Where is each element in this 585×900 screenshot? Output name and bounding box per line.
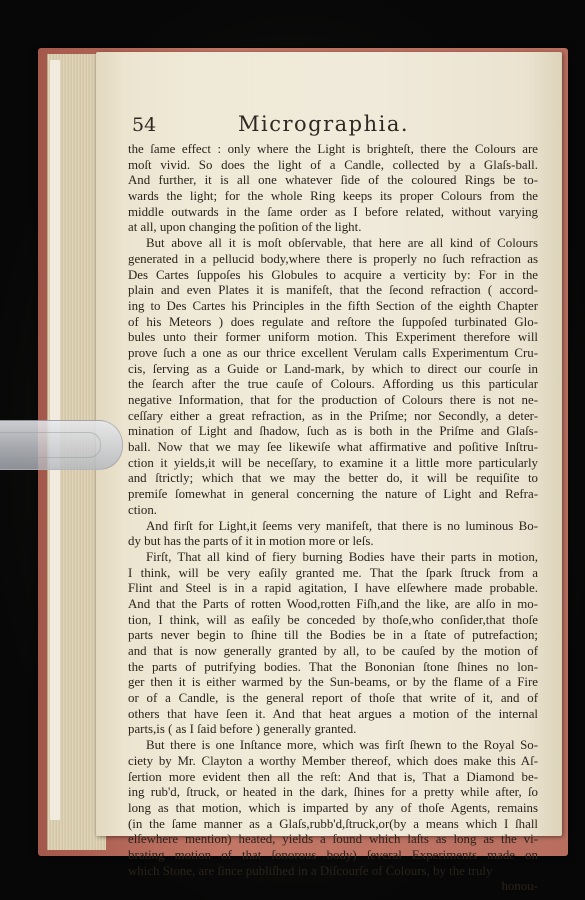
text-line: I think, will be very eaſily granted me. That the ſpark ſtruck from a xyxy=(128,565,538,580)
text-line: And firſt for Light,it ſeems very manifeſt, that there is no luminous Bo- xyxy=(146,518,538,533)
text-line: dy but has the parts of it in motion more or leſs. xyxy=(128,534,374,549)
text-line: Des Cartes ſuppoſes his Globules to acquire a verticity by: For in the xyxy=(128,267,538,282)
text-line: generated in a pellucid body,where there is properly no ſuch refraction as xyxy=(128,251,538,266)
text-line: which Stone, are ſince publiſhed in a Diſcourſe of Colours, by the truly xyxy=(128,863,493,878)
text-line: cis, ſerving as a Guide or Land-mark, by which to direct our courſe in xyxy=(128,361,538,376)
text-line: But above all it is moſt obſervable, that here are all kind of Colours xyxy=(146,236,538,251)
paper-clip-wire xyxy=(0,432,101,458)
text-line: And further, it is all one whatever ſide of the coloured Rings be to- xyxy=(128,173,538,188)
text-line: Flint and Steel is in a rapid agitation, I have elſewhere made probable. xyxy=(128,581,538,596)
body-text xyxy=(128,142,538,879)
text-line: ciety by Mr. Clayton a worthy Member thereof, which does make this Aſ- xyxy=(128,753,538,768)
text-line: long as that motion, which is imparted by any of thoſe Agents, remains xyxy=(128,800,538,815)
running-title: Micrographia. xyxy=(238,112,410,136)
text-line: prove ſuch a one as our thrice excellent Verulam calls Experimentum Cru- xyxy=(128,345,538,360)
catchword: honou- xyxy=(501,879,538,894)
text-line: wards the light; for the whole Ring keeps its proper Colours from the xyxy=(128,189,538,204)
text-line: elſewhere mention) heated, yields a ſound which laſts as long as the vi- xyxy=(128,832,538,847)
text-line: ger then it is either warmed by the Sun-beams, or by the flame of a Fire xyxy=(128,675,538,690)
page-header xyxy=(128,112,538,142)
paragraph xyxy=(128,142,538,236)
text-line: the ſame effect : only where the Light is brighteſt, there the Colours are xyxy=(128,142,538,156)
text-line: plain and even Plates it is manifeſt, that the ſecond refraction ( accord- xyxy=(128,283,538,298)
paragraph xyxy=(128,236,538,518)
text-line: negative Information, that for the production of Colours there is not ne- xyxy=(128,393,538,407)
paragraph xyxy=(128,519,538,550)
text-line: ing to Des Cartes his Principles in the fifth Section of the eighth Chapter xyxy=(128,298,538,313)
text-line: the ſearch after the true cauſe of Colours. Affording us this particular xyxy=(128,377,538,392)
text-line: But there is one Inſtance more, which was firſt ſhewn to the Royal So- xyxy=(146,738,538,753)
text-line: moſt vivid. So does the light of a Candle, collected by a Glaſs-ball. xyxy=(128,157,538,172)
text-line: and ſtrictly; which that we may the better do, it will be requiſite to xyxy=(128,471,538,486)
text-line: parts,is ( as I ſaid before ) generally granted. xyxy=(128,722,357,737)
text-line: the parts of putrifying bodies. That the Bononian ſtone ſhines no lon- xyxy=(128,659,538,674)
text-line: ction. xyxy=(128,502,157,517)
text-line: or of a Candle, is the general report of thoſe that write of it, and of xyxy=(128,691,538,706)
text-line: others that have ſeen it. And that heat argues a motion of the internal xyxy=(128,706,538,721)
text-line: ing rub'd, ſtruck, or heated in the dark, ſhines for a pretty while after, ſo xyxy=(128,785,538,800)
paragraph xyxy=(128,738,538,879)
text-line: of his Meteors ) does regulate and reſtore the ſuppoſed turbinated Glo- xyxy=(128,314,538,329)
page-text-block xyxy=(128,112,538,895)
text-line: Firſt, That all kind of fiery burning Bodies have their parts in motion, xyxy=(146,549,538,564)
text-line: bules unto their former uniform motion. This Experiment therefore will xyxy=(128,330,538,345)
text-line: tion, I think, will as eaſily be conceded by thoſe,who conſider,that thoſe xyxy=(128,612,538,627)
text-line: middle outwards in the ſame order as I before related, without varying xyxy=(128,204,538,219)
text-line: ſertion more evident then all the reſt: And that is, That a Diamond be- xyxy=(128,769,538,784)
text-line: mination of Light and ſhadow, ſuch as is both in the Priſme and Glaſs- xyxy=(128,424,538,439)
text-line: ction it yields,it will be neceſſary, to examine it a little more particularly xyxy=(128,455,538,470)
text-line: parts never begin to ſhine till the Bodies be in a ſtate of putrefaction; xyxy=(128,628,538,643)
text-line: and that is now generally granted by all, to be cauſed by the motion of xyxy=(128,644,538,658)
text-line: brating motion of that ſonorous body) ſeveral Experiments made on xyxy=(128,847,538,862)
paragraph xyxy=(128,550,538,738)
text-line: And that the Parts of rotten Wood,rotten Fiſh,and the like, are alſo in mo- xyxy=(128,596,538,611)
text-line: premiſe ſomewhat in general concerning the nature of Light and Refra- xyxy=(128,487,538,502)
text-line: ceſſary either a great refraction, as in the Priſme; nor Secondly, a deter- xyxy=(128,408,538,423)
text-line: ball. Now that we may ſee likewiſe what affirmative and poſitive Inſtru- xyxy=(128,440,538,455)
text-line: (in the ſame manner as a Glaſs,rubb'd,ſtruck,or(by a means which I ſhall xyxy=(128,816,538,831)
text-line: at all, upon changing the poſition of the light. xyxy=(128,220,362,235)
page-number: 54 xyxy=(132,114,157,136)
